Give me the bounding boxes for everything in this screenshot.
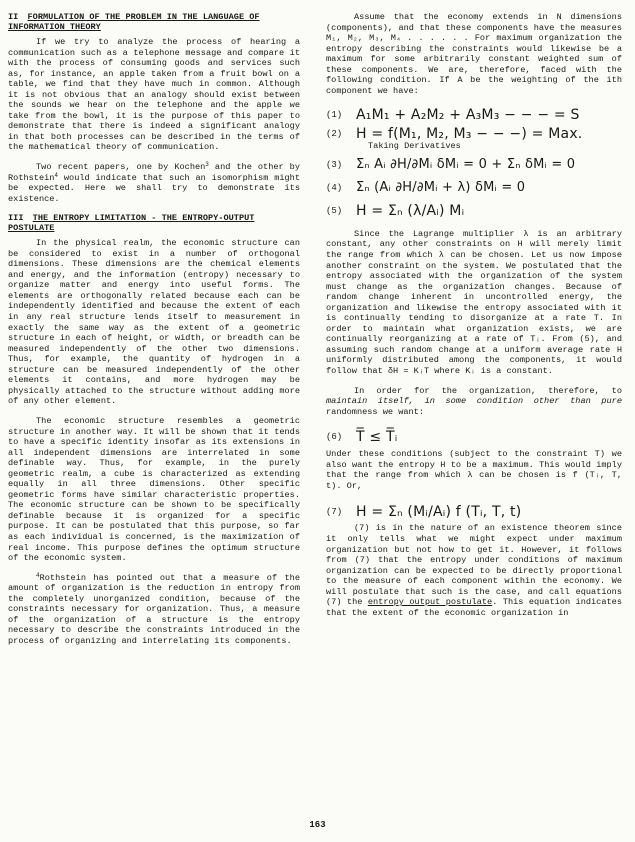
section-2-paragraph-1: If we try to analyze the process of hearing a communication such as a telephone message and compare it with the process of consuming goods and services such as, for instance, an apple taken from a fruit bowl on a table, we find that they have much in common. Although it is not obvious that an analogy should exist between the sounds we hear on the telephone and the apple we take from the bowl, it is the purpose of this paper to demonstrate that there is indeed a significant analogy in that both processes can be described in the terms of the mathematical theory of communication. — [8, 37, 300, 153]
right-paragraph-4: Under these conditions (subject to the constraint T) we also want the entropy H to be a maximum. This would imply that the range from which λ can be chosen is f (Tᵢ, T, t). Or, — [326, 449, 622, 491]
right-column — [326, 12, 622, 627]
equation-1-label: (1) — [326, 109, 343, 120]
equation-6 — [326, 426, 622, 449]
section-2-paragraph-2: Two recent papers, one by Kochen$^3$ and the other by Rothstein$^4$ would indicate that such an isomorphism might be expected. Here we shall try to demonstrate its existence. — [8, 161, 300, 204]
right-paragraph-2: Since the Lagrange multiplier λ is an arbitrary constant, any other constraints on H will merely limit the range from which λ can be chosen. Let us now impose another constraint on the system. We postulated that the entropy associated with the organization of the system must change as the organization changes. Because of random change inherent in uncontrolled energy, the organization and likewise the entropy associated with it is continually tending to disorganize at a rate T. In order to maintain what organization exists, we are continually reorganizing at a rate of Tᵢ. From (5), and assuming such random change at a uniform average rate H uniformly distributed among the components, it would follow that δH = KᵢT where Kᵢ is a constant. — [326, 228, 622, 377]
section-3-paragraph-1: In the physical realm, the economic structure can be considered to exist in a number of orthogonal dimensions. These dimensions are the chemical elements and energy, and the information (entropy) necessary to organize matter and energy into useful forms. The elements are orthogonally related because each can be independently identified and because the extent of each in any real structure lends itself to measurement in exactly the same way as the extent of a geometric structure in each of height, or width, or breadth can be measured independently of the other two dimensions. Thus, for example, the quantity of hydrogen in a structure can be measured independently of the other elements it contains, and more hydrogen may be physically attached to the structure without adding more of any other element. — [8, 238, 300, 407]
section-3-number: III — [8, 213, 24, 224]
entropy-output-postulate-term: entropy output postulate — [367, 597, 493, 608]
left-column — [8, 12, 300, 655]
right-paragraph-5: (7) is in the nature of an existence theorem since it only tells what we might expect under maximum organization but not how to get it. However, it follows from (7) that the entropy under conditions of maximum organization can be expected to be directly proportional to the measure of each component within the economy. We will postulate that such is the case, and call equations (7) the entropy output postulate. This equation indicates that the extent of the economic organization in — [326, 523, 622, 618]
section-3-paragraph-2: The economic structure resembles a geometric structure in another way. It will be shown that it tends to have a specific identity insofar as its extensions in all independent dimensions are interrelated in some definable way. Thus, for example, in the purely geometric realm, a cube is characterized as extending equally in all three dimensions. Other specific geometric forms have similar characteristic properties. The economic structure can be shown to be specifically definable because it is organized for a specific purpose. It can be postulated that this purpose, so far as each individual is concerned, is the maximization of real income. This purpose defines the optimum structure of the economic system. — [8, 415, 300, 564]
section-2-heading — [8, 12, 300, 32]
equation-4-label: (4) — [326, 183, 343, 194]
equation-5 — [326, 200, 622, 223]
page-number: 163 — [309, 820, 326, 830]
taking-derivatives-caption: Taking Derivatives — [368, 141, 461, 152]
emphasis-maintain: maintain itself, in some condition other than pure — [326, 396, 622, 407]
equation-4 — [326, 177, 622, 200]
section-3-title: THE ENTROPY LIMITATION - THE ENTROPY-OUTPUT POSTULATE — [8, 213, 255, 234]
equation-2-body: H = f(M₁, M₂, M₃ − − −) = Max. — [356, 125, 583, 142]
right-paragraph-1: Assume that the economy extends in N dimensions (components), and that these components have the measures M₁, M₂, M₃, M₄ . . . . . . For maximum organization the entropy describing the constraints would likewise be a maximum for some arbitrarily constant weighted sum of these components. We are, therefore, faced with the following condition. If A be the weighting of the ith component we have: — [326, 12, 622, 96]
equation-6-body: T̅ ≤ T̅ᵢ — [356, 429, 398, 446]
equation-5-label: (5) — [326, 206, 343, 217]
equation-1 — [326, 105, 622, 124]
equation-3 — [326, 154, 622, 177]
equation-2-label: (2) — [326, 128, 343, 139]
section-3-heading — [8, 213, 300, 233]
equation-5-body: H = Σₙ (λ/Aᵢ) Mᵢ — [356, 203, 465, 220]
equation-1-body: A₁M₁ + A₂M₂ + A₃M₃ − − − = S — [356, 106, 580, 123]
equation-4-body: Σₙ (Aᵢ ∂H/∂Mᵢ + λ) δMᵢ = 0 — [356, 180, 526, 196]
equation-7 — [326, 500, 622, 523]
equation-7-label: (7) — [326, 506, 343, 517]
section-2-title: FORMULATION OF THE PROBLEM IN THE LANGUAGE OF INFORMATION THEORY — [8, 12, 260, 32]
reference-rothstein-2: 4 — [36, 571, 40, 579]
equation-block-1-5 — [326, 105, 622, 223]
equation-7-body: H = Σₙ (Mᵢ/Aᵢ) f (Tᵢ, T, t) — [356, 503, 522, 520]
section-3-paragraph-3: $^4$Rothstein has pointed out that a measure of the amount of organization is the reduction in entropy from the completely unorganized condition, because of the constraints necessary for organization. Thus, a measure of the organization of a structure is the entropy necessary to describe the constraints introduced in the process of organizing and interrelating its components. — [8, 571, 300, 646]
right-paragraph-3: In order for the organization, therefore, to maintain itself, in some condition other than pure randomness we want: — [326, 385, 622, 417]
reference-rothstein: 4 — [54, 171, 59, 179]
section-2-number: II — [8, 12, 19, 22]
equation-3-label: (3) — [326, 160, 343, 171]
reference-kochen: 3 — [205, 161, 209, 169]
equation-6-label: (6) — [326, 432, 343, 443]
equation-3-body: Σₙ Aᵢ ∂H/∂Mᵢ δMᵢ = 0 + Σₙ δMᵢ = 0 — [356, 157, 576, 173]
